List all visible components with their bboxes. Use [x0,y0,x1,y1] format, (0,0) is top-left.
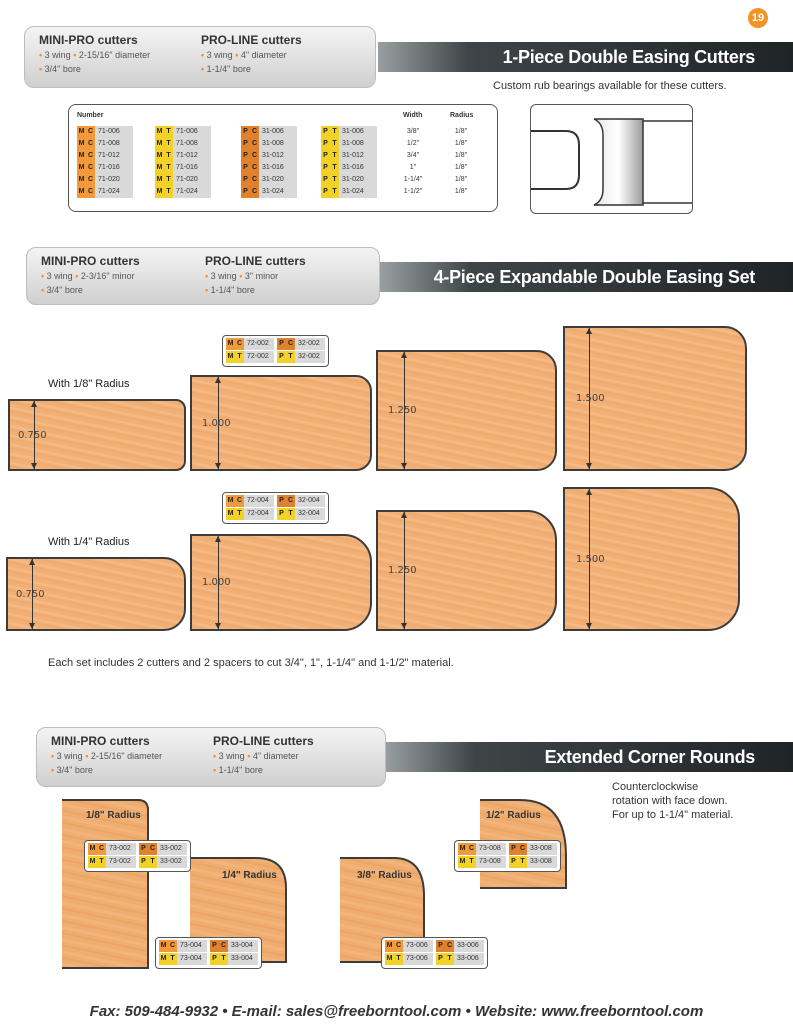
bearing-note: Custom rub bearings available for these cutters. [493,80,727,92]
proline-spec-line: • 1-1/4" bore [201,64,251,74]
radius-cell: 1/8" [454,128,468,135]
mt-code: M T 73-004 [159,953,207,965]
mc-code: M C 73-002 [88,843,136,855]
minipro-spec-line: • 3/4" bore [41,285,83,295]
dimension-label: 1.500 [576,393,605,404]
part-number-tag [454,840,561,872]
minipro-spec-line: • 3 wing • 2-15/16" diameter [51,751,163,761]
mt-code: M T 71-020 [155,174,211,186]
proline-spec [201,33,302,75]
proline-spec [213,734,314,776]
pc-code: P C 31-012 [241,150,297,162]
corner-label-3-8: 3/8" Radius [357,870,412,881]
pt-code: P T 31-024 [321,186,377,198]
proline-title: PRO-LINE cutters [213,734,314,748]
pc-code: P C 33-006 [436,940,484,952]
profile-drawing [530,104,693,214]
mt-code: M T 71-016 [155,162,211,174]
pc-code: P C 33-004 [210,940,258,952]
pc-code: P C 32-004 [277,495,325,507]
width-cell: 1/2" [406,140,420,147]
proline-spec-line: • 1-1/4" bore [213,765,263,775]
table-header-width: Width [403,112,423,119]
pc-code: P C 33-008 [509,843,557,855]
mt-code: M T 71-008 [155,138,211,150]
pc-code: P C 32-002 [277,338,325,350]
minipro-spec-line: • 3 wing • 2-15/16" diameter [39,50,151,60]
proline-spec-line: • 1-1/4" bore [205,285,255,295]
mt-code: M T 72-004 [226,508,274,520]
radius-cell: 1/8" [454,152,468,159]
proline-spec-line: • 3 wing • 4" diameter [201,50,287,60]
width-cell: 3/4" [406,152,420,159]
mc-code: M C 71-012 [77,150,133,162]
minipro-title: MINI-PRO cutters [51,734,150,748]
spec-box [36,727,386,787]
mt-code: M T 73-002 [88,856,136,868]
mc-code: M C 71-020 [77,174,133,186]
corner-round-1-8-shape [62,800,148,968]
part-number-tag [381,937,488,969]
corner-label-1-8: 1/8" Radius [86,810,141,821]
dimension-label: 1.000 [202,418,231,429]
pc-code: P C 31-016 [241,162,297,174]
section-banner-double-easing: 1-Piece Double Easing Cutters [378,42,793,72]
pc-code: P C 33-002 [139,843,187,855]
pc-code: P C 31-020 [241,174,297,186]
mt-code: M T 72-002 [226,351,274,363]
spec-box [26,247,380,305]
mc-code: M C 73-004 [159,940,207,952]
radius-label-row1: With 1/8" Radius [48,378,130,390]
pt-code: P T 31-012 [321,150,377,162]
dimension-label: 0.750 [18,430,47,441]
pt-code: P T 31-020 [321,174,377,186]
mc-code: M C 71-016 [77,162,133,174]
minipro-spec [41,254,140,296]
dimension-label: 0.750 [16,589,45,600]
dimension-label: 1.250 [388,405,417,416]
pt-code: P T 31-008 [321,138,377,150]
rotation-note-line: For up to 1-1/4" material. [612,809,734,821]
mt-code: M T 73-006 [385,953,433,965]
mc-code: M C 73-006 [385,940,433,952]
proline-spec [205,254,306,296]
radius-cell: 1/8" [454,176,468,183]
width-cell: 1-1/4" [403,176,423,183]
corner-label-1-4: 1/4" Radius [222,870,277,881]
part-number-tag [222,335,329,367]
table-header-radius: Radius [450,112,474,119]
mc-code: M C 71-024 [77,186,133,198]
mc-code: M C 71-008 [77,138,133,150]
pt-code: P T 33-008 [509,856,557,868]
mt-code: M T 71-006 [155,126,211,138]
pt-code: P T 33-006 [436,953,484,965]
table-header-number: Number [77,112,104,119]
section-banner-expandable-set: 4-Piece Expandable Double Easing Set [380,262,793,292]
minipro-spec [39,33,150,75]
minipro-spec-line: • 3 wing • 2-3/16" minor [41,271,135,281]
set-note: Each set includes 2 cutters and 2 spacers to cut 3/4", 1", 1-1/4" and 1-1/2" material. [48,657,454,669]
part-number-tag [155,937,262,969]
footer-contact: Fax: 509-484-9932 • E-mail: sales@freeborntool.com • Website: www.freeborntool.com [89,1003,704,1020]
dimension-label: 1.250 [388,565,417,576]
minipro-title: MINI-PRO cutters [39,33,138,47]
pt-code: P T 31-006 [321,126,377,138]
dimension-label: 1.500 [576,554,605,565]
width-cell: 1-1/2" [403,188,423,195]
pc-code: P C 31-006 [241,126,297,138]
minipro-spec-line: • 3/4" bore [39,64,81,74]
corner-label-1-2: 1/2" Radius [486,810,541,821]
pt-code: P T 33-002 [139,856,187,868]
proline-spec-line: • 3 wing • 4" diameter [213,751,299,761]
radius-cell: 1/8" [454,140,468,147]
section-banner-corner-rounds: Extended Corner Rounds [384,742,793,772]
minipro-title: MINI-PRO cutters [41,254,140,268]
radius-cell: 1/8" [454,188,468,195]
spec-box [24,26,376,88]
cutter-table [68,104,498,212]
minipro-spec [51,734,162,776]
part-number-tag [84,840,191,872]
pt-code: P T 32-002 [277,351,325,363]
mc-code: M C 72-002 [226,338,274,350]
minipro-spec-line: • 3/4" bore [51,765,93,775]
double-easing-profile-icon [531,105,693,214]
pc-code: P C 31-008 [241,138,297,150]
pt-code: P T 32-004 [277,508,325,520]
rotation-note-line: rotation with face down. [612,795,728,807]
proline-spec-line: • 3 wing • 3" minor [205,271,279,281]
radius-cell: 1/8" [454,164,468,171]
part-number-tag [222,492,329,524]
mt-code: M T 73-008 [458,856,506,868]
width-cell: 1" [409,164,417,171]
mc-code: M C 72-004 [226,495,274,507]
proline-title: PRO-LINE cutters [201,33,302,47]
pt-code: P T 33-004 [210,953,258,965]
mt-code: M T 71-024 [155,186,211,198]
pc-code: P C 31-024 [241,186,297,198]
page-number: 19 [748,8,768,28]
proline-title: PRO-LINE cutters [205,254,306,268]
width-cell: 3/8" [406,128,420,135]
pt-code: P T 31-016 [321,162,377,174]
radius-label-row2: With 1/4" Radius [48,536,130,548]
mt-code: M T 71-012 [155,150,211,162]
mc-code: M C 73-008 [458,843,506,855]
dimension-label: 1.000 [202,577,231,588]
rotation-note-line: Counterclockwise [612,781,699,793]
mc-code: M C 71-006 [77,126,133,138]
